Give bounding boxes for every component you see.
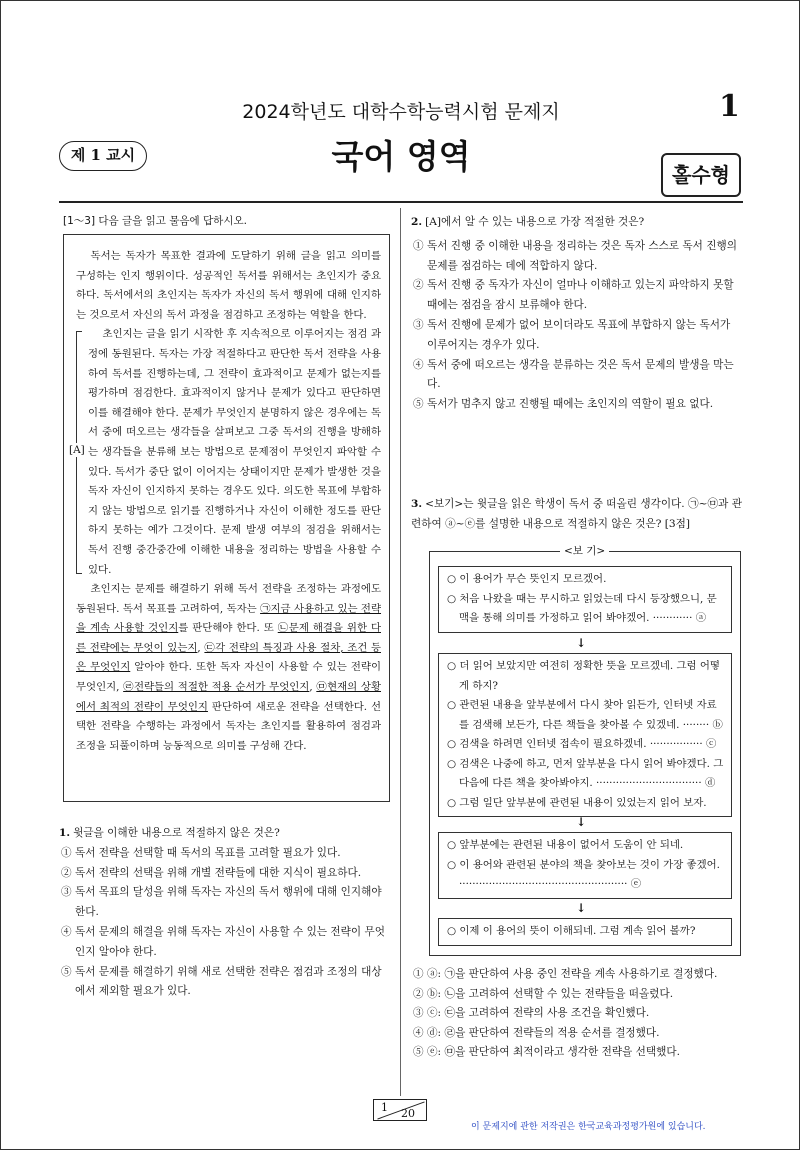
page-indicator <box>373 1099 427 1121</box>
question-1-stem <box>59 824 389 844</box>
bracket-bottom <box>76 573 82 574</box>
option-3[interactable]: ③ 독서 목표의 달성을 위해 독자는 자신의 독서 행위에 대해 인지해야 한다. <box>61 886 382 919</box>
question-number: 1. <box>59 827 71 839</box>
exam-type-badge: 홀수형 <box>661 153 741 197</box>
question-stem: [A]에서 알 수 있는 내용으로 가장 적절한 것은? <box>425 216 645 228</box>
option-4[interactable]: ④ 독서 문제의 해결을 위해 독자는 자신이 사용할 수 있는 전략이 무엇인지 알아야 한다. <box>61 925 385 958</box>
thought-box-2 <box>438 653 732 817</box>
option-3[interactable]: ③ 독서 진행에 문제가 없어 보이더라도 목표에 부합하지 않는 독서가 이루어지는 경우가 있다. <box>413 318 731 351</box>
text-span: 를 판단해야 한다. 또 <box>178 622 278 635</box>
thought-item: ○ 이 용어와 관련된 분야의 책을 찾아보는 것이 가장 좋겠어. ··················································· ⓔ <box>447 858 720 890</box>
bogi-box <box>429 545 741 956</box>
instruction: [1～3] 다음 글을 읽고 물음에 답하시오. <box>63 215 247 227</box>
exam-title: 2024학년도 대학수학능력시험 문제지 <box>242 101 560 123</box>
question-3-options <box>411 965 743 1063</box>
underline-2: ㉡문제 해결을 위한 다른 전략에는 무엇이 있는지 <box>76 622 381 654</box>
passage-paragraph-3 <box>76 580 381 756</box>
option-2[interactable]: ② ⓑ: ㉡을 고려하여 선택할 수 있는 전략들을 떠올렸다. <box>413 987 674 1000</box>
option-2[interactable]: ② 독서 진행 중 독자가 자신이 얼마나 이해하고 있는지 파악하지 못할 때에는 점검을 잠시 보류해야 한다. <box>413 279 734 312</box>
down-arrow-icon: ↓ <box>576 901 587 915</box>
question-3-stem <box>411 495 743 535</box>
thought-item: ○ 앞부분에는 관련된 내용이 없어서 도움이 안 되네. <box>447 839 684 851</box>
bracket-a-section <box>69 325 381 580</box>
text-span: 판단하여 새로운 전략을 선택한다. 선택한 전략을 수행하는 과정에서 독자는 초인지를 활용하여 점검과 조정을 되풀이하며 능동적으로 의미를 구성해 간다. <box>76 700 381 752</box>
down-arrow-icon: ↓ <box>576 636 587 650</box>
option-5[interactable]: ⑤ ⓔ: ㉤을 판단하여 최적이라고 생각한 전략을 선택했다. <box>413 1046 680 1059</box>
question-3 <box>411 495 743 535</box>
total-pages: 20 <box>401 1107 415 1120</box>
current-page: 1 <box>381 1101 388 1114</box>
copyright-notice: 이 문제지에 관한 저작권은 한국교육과정평가원에 있습니다. <box>471 1122 706 1132</box>
question-number: 3. <box>411 498 423 510</box>
underline-1: ㉠지금 사용하고 있는 전략을 계속 사용할 것인지 <box>76 602 382 635</box>
reading-passage <box>63 234 390 802</box>
thought-item: ○ 이제 이 용어의 뜻이 이해되네. 그럼 계속 읽어 볼까? <box>447 925 696 937</box>
thought-item: ○ 그럼 일단 앞부분에 관련된 내용이 있었는지 읽어 보자. <box>447 796 707 809</box>
option-5[interactable]: ⑤ 독서가 멈추지 않고 진행될 때에는 초인지의 역할이 필요 없다. <box>413 398 714 411</box>
text-span: 초인지는 문제를 해결하기 위해 독서 전략을 조정하는 과정에도 동원된다. 독서 목표를 고려하여, 독자는 <box>76 583 381 615</box>
question-2-stem <box>411 213 743 233</box>
thought-box-4 <box>438 918 732 946</box>
text-span: 알아야 한다. 또한 독자 자신이 사용할 수 있는 전략이 무엇인지, <box>76 661 381 694</box>
question-2 <box>411 213 743 415</box>
passage-paragraph-1: 독서는 독자가 목표한 결과에 도달하기 위해 글을 읽고 의미를 구성하는 인지 행위이다. 성공적인 독서를 위해서는 초인지가 중요하다. 독서에서의 초인지는 독자가 자신의 독서 행위에 대해 인지하는 것으로서 자신의 독서 과정을 점검하고 조정하는 역할을 한다. <box>76 250 381 321</box>
underline-3: ㉢각 전략의 특징과 사용 절차, 조건 등은 무엇인지 <box>76 641 381 674</box>
question-number: 2. <box>411 216 423 228</box>
thought-item: ○ 처음 나왔을 때는 무시하고 읽었는데 다시 등장했으니, 문맥을 통해 의미를 가정하고 읽어 봐야겠어. ············ ⓐ <box>447 592 717 624</box>
option-4[interactable]: ④ 독서 중에 떠오르는 생각을 분류하는 것은 독서 문제의 발생을 막는다. <box>413 358 734 391</box>
thought-item: ○ 이 용어가 무슨 뜻인지 모르겠어. <box>447 573 607 585</box>
thought-box-1 <box>438 566 732 633</box>
question-1 <box>59 824 389 1002</box>
question-stem: <보기>는 윗글을 읽은 학생이 독서 중 떠올린 생각이다. ㉠~㉤과 관련하여 ⓐ~ⓔ를 설명한 내용으로 적절하지 않은 것은? [3점] <box>411 498 742 530</box>
page-number: 1 <box>719 89 740 124</box>
thought-item: ○ 검색을 하려면 인터넷 접속이 필요하겠네. ················ ⓒ <box>447 738 717 750</box>
session-badge: 제 1 교시 <box>59 141 147 171</box>
option-3[interactable]: ③ ⓒ: ㉢을 고려하여 전략의 사용 조건을 확인했다. <box>413 1007 650 1020</box>
bogi-title: <보 기> <box>560 544 609 558</box>
column-divider <box>400 208 401 1096</box>
subject-title: 국어 영역 <box>331 137 471 176</box>
down-arrow-icon: ↓ <box>576 815 587 829</box>
passage-paragraph-2: 초인지는 글을 읽기 시작한 후 지속적으로 이루어지는 점검 과정에 동원된다. 독자는 가장 적절하다고 판단한 독서 전략을 사용하여 독서를 진행하는데, 그 전략이 효과적이고 문제가 없는지를 평가하며 점검한다. 효과적이지 않거나 문제가 있다고 판단하면 이를 해결해야 한다. 문제가 무엇인지 분명하지 않은 경우에는 독서 중에 떠오르는 생각들을 살펴보고 그중 독서의 진행을 방해하는 생각들을 분류해 보는 방법으로 문제점이 무엇인지 파악할 수 있다. 독서가 중단 없이 이어지는 상태이지만 문제가 발생한 것을 독자 자신이 인지하지 못하는 경우도 있다. 의도한 목표에 부합하지 않는 방법으로 읽기를 진행하거나 자신이 이해한 정도를 판단하지 못하는 예가 그것이다. 문제 발생 여부의 점검을 위해서는 독서 진행 중간중간에 이해한 내용을 정리하는 방법을 사용할 수 있다. <box>88 328 381 576</box>
option-5[interactable]: ⑤ 독서 문제를 해결하기 위해 새로 선택한 전략은 점검과 조정의 대상에서 제외할 필요가 있다. <box>61 965 382 998</box>
option-2[interactable]: ② 독서 전략의 선택을 위해 개별 전략들에 대한 지식이 필요하다. <box>61 866 362 879</box>
option-1[interactable]: ① 독서 진행 중 이해한 내용을 정리하는 것은 독자 스스로 독서 진행의 문제를 점검하는 데에 적합하지 않다. <box>413 239 737 272</box>
bracket-a-label: [A] <box>69 443 85 456</box>
header-divider <box>59 201 743 203</box>
thought-item: ○ 관련된 내용을 앞부분에서 다시 찾아 읽든가, 인터넷 자료를 검색해 보든가, 다른 책들을 찾아볼 수 있겠네. ········ ⓑ <box>447 699 723 731</box>
option-1[interactable]: ① 독서 전략을 선택할 때 독서의 목표를 고려할 필요가 있다. <box>61 846 341 859</box>
text-span: , <box>197 641 205 654</box>
question-stem: 윗글을 이해한 내용으로 적절하지 않은 것은? <box>73 827 280 839</box>
thought-item: ○ 검색은 나중에 하고, 먼저 앞부분을 다시 읽어 봐야겠다. 그다음에 다른 책을 찾아봐야지. ································ ⓓ <box>447 757 724 789</box>
thought-item: ○ 더 읽어 보았지만 여전히 정확한 뜻을 모르겠네. 그럼 어떻게 하지? <box>447 660 720 692</box>
option-1[interactable]: ① ⓐ: ㉠을 판단하여 사용 중인 전략을 계속 사용하기로 결정했다. <box>413 968 718 980</box>
underline-4: ㉣전략들의 적절한 적용 순서가 무엇인지 <box>123 681 310 694</box>
text-span: , <box>309 681 317 694</box>
underline-5: ㉤현재의 상황에서 최적의 전략이 무엇인지 <box>76 681 381 713</box>
thought-box-3 <box>438 832 732 899</box>
bracket-top <box>76 331 82 332</box>
option-4[interactable]: ④ ⓓ: ㉣을 판단하여 전략들의 적용 순서를 결정했다. <box>413 1026 660 1039</box>
